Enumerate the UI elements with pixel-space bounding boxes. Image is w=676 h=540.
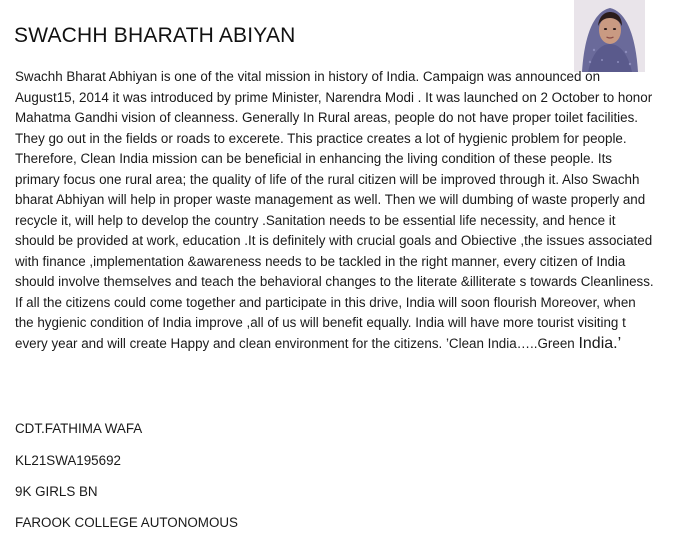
paragraph-main-text: Swachh Bharat Abhiyan is one of the vital mission in history of India. Campaign was announced on August15, 2014 it was introduced by prime Minister, Narendra Modi . It was launched on 2 October to honor Mahatma Gandhi vision of cleanness. Generally In Rural areas, people do not have proper toilet facilities. They go out in the fields or roads to excerete. This practice creates a lot of hygienic problem for people. Therefore, Clean India mission can be beneficial in enhancing the living condition of these people. Its primary focus one rural area; the quality of life of the rural citizen will be improved through it. Also Swachh bharat Abhiyan will help in proper waste management as well. Then we will dumbing of waste properly and recycle it, will help to develop the country .Sanitation needs to be essential life necessity, and hence it should be provided at work, education .It is definitely with crucial goals and Obiective ,the issues associated with finance ,implementation &awareness needs to be tackled in the right manner, every citizen of India should involve themselves and teach the behavioral changes to the literate &illiterate s towards Cleanliness. If all the citizens could come together and participate in this drive, India will soon flourish Moreover, when the hygienic condition of India improve ,all of us will benefit equally. India will have more tourist visiting t every year and will create Happy and clean environment for the citizens. ’Clean India…..Green <box>15 69 654 351</box>
page-title: SWACHH BHARATH ABIYAN <box>14 24 296 47</box>
signature-name: CDT.FATHIMA WAFA <box>15 421 143 436</box>
portrait-photo <box>574 0 645 72</box>
signature-id: KL21SWA195692 <box>15 453 121 468</box>
signature-unit: 9K GIRLS BN <box>15 484 98 499</box>
signature-college: FAROOK COLLEGE AUTONOMOUS <box>15 515 238 530</box>
paragraph-closing-word: India.’ <box>578 334 622 352</box>
paragraph-text <box>15 67 655 354</box>
body-paragraph <box>15 67 655 354</box>
portrait-icon <box>574 0 645 72</box>
